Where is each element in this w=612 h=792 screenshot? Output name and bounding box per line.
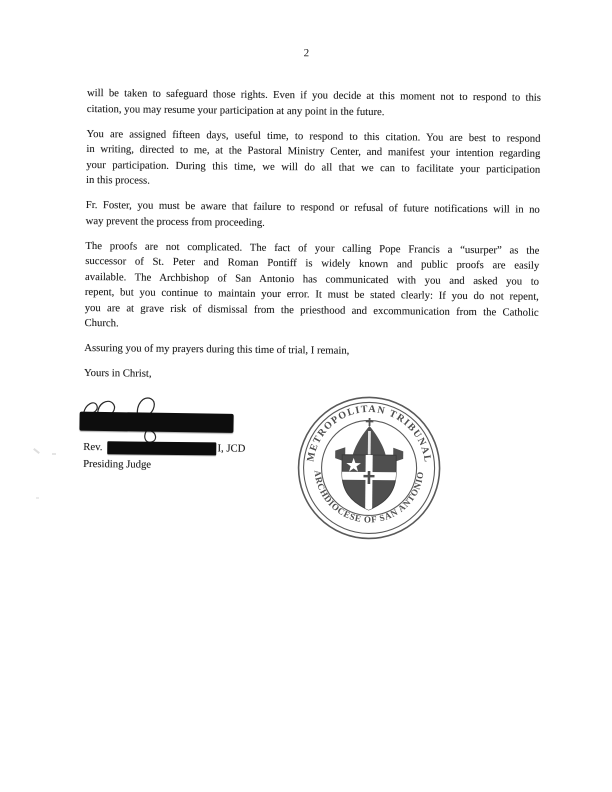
scan-speck (36, 497, 39, 499)
letter-line: Assuring you of my prayers during this time of trial, I remain, (84, 341, 350, 357)
paragraph (87, 86, 541, 122)
signatory-suffix: I, JCD (217, 442, 246, 455)
letter-line: Church. (84, 316, 119, 330)
cross-center-detail (368, 471, 371, 484)
paragraph (86, 126, 541, 193)
letter-line: available. The Archbishop of San Antonio has communicated with you and asked you to (85, 270, 540, 288)
letter-line: you are at grave risk of dismissal from the priesthood and excommunication from the Catholic (84, 301, 539, 319)
signature-redaction-bar (79, 412, 233, 433)
letter-line: way prevent the process from proceeding. (85, 214, 265, 229)
letter-line: repent, but you continue to maintain your error. It must be stated clearly: If you do not repent, (84, 285, 539, 303)
letter-line: in this process. (86, 173, 150, 187)
letter-line: Yours in Christ, (83, 366, 152, 380)
mitre-cross-icon (366, 420, 374, 422)
letter-line: your participation. During this time, we will do all that we can to facilitate your participation (86, 158, 541, 176)
paragraph (84, 366, 538, 386)
letter-line: The proofs are not complicated. The fact of your calling Pope Francis a “usurper” as the (85, 239, 540, 257)
mitre-stripe (368, 431, 371, 455)
letter-line: in writing, directed to me, at the Pastoral Ministry Center, and manifest your intention regarding (86, 142, 541, 160)
coat-of-arms (335, 418, 404, 511)
letter-line: will be taken to safeguard those rights. Even if you decide at this moment not to respond to this (86, 87, 542, 104)
scan-speck (52, 453, 56, 455)
paragraph (84, 341, 538, 361)
signatory-line (83, 440, 245, 455)
tribunal-seal (293, 392, 445, 544)
page-number: 2 (303, 47, 310, 60)
paragraph (86, 198, 540, 234)
signatory-prefix: Rev. (83, 440, 103, 453)
seal-top-text: METROPOLITAN TRIBUNAL (305, 403, 433, 464)
paragraph (84, 238, 539, 336)
letter-body (84, 86, 541, 396)
seal-bottom-text: ARCHDIOCESE OF SAN ANTONIO (312, 469, 426, 525)
letter-line: successor of St. Peter and Roman Pontiff is widely known and public proofs are easily (85, 254, 540, 272)
letter-line: citation, you may resume your participation at any point in the future. (86, 102, 385, 118)
name-redaction-bar (107, 441, 216, 455)
signatory-title: Presiding Judge (83, 457, 152, 471)
cross-center-detail (363, 475, 374, 478)
letter-line: You are assigned fifteen days, useful time, to respond to this citation. You are best to respond (86, 127, 541, 145)
letter-line: Fr. Foster, you must be aware that failure to respond or refusal of future notifications will in no (85, 198, 540, 216)
